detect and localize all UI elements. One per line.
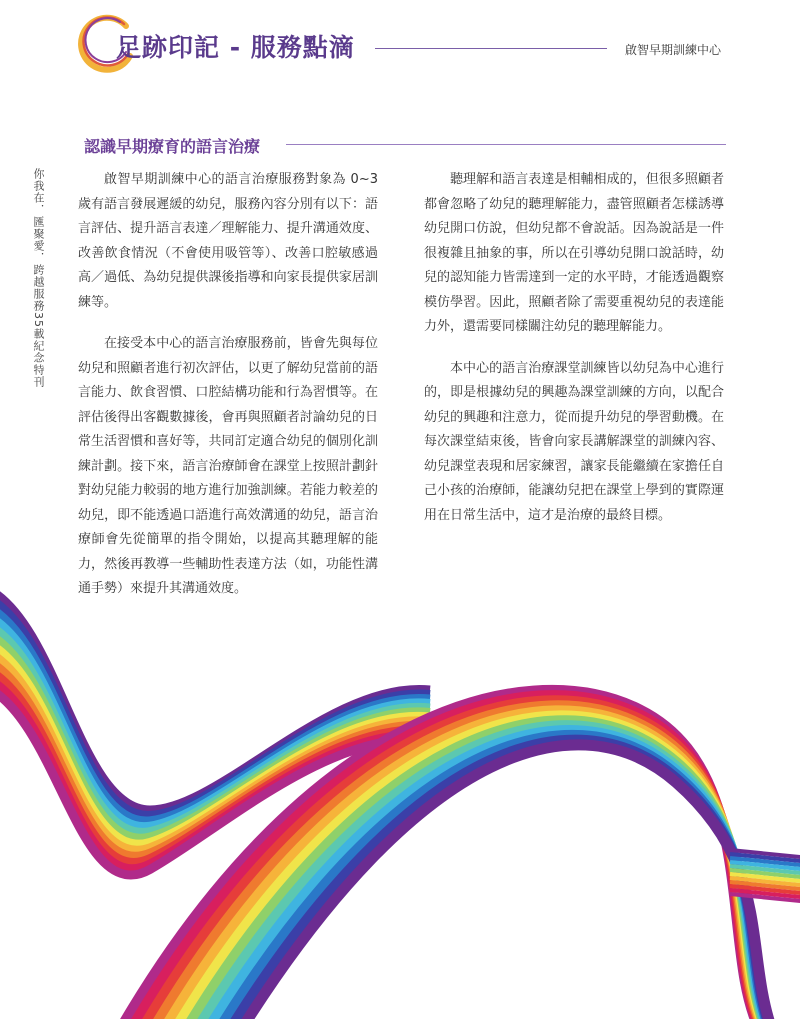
section-divider bbox=[286, 144, 726, 145]
left-column bbox=[78, 168, 378, 619]
right-paragraph-2: 本中心的語言治療課堂訓練皆以幼兒為中心進行的，即是根據幼兒的興趣為課堂訓練的方向，以配合幼兒的興趣和注意力，從而提升幼兒的學習動機。在每次課堂結束後，皆會向家長講解課堂的訓練內容、幼兒課堂表現和居家練習，讓家長能繼續在家擔任自己小孩的治療師，能讓幼兒把在課堂上學到的實際運用在日常生活中，這才是治療的最終目標。 bbox=[424, 360, 724, 523]
right-column bbox=[424, 168, 724, 545]
right-paragraph-1: 聽理解和語言表達是相輔相成的，但很多照顧者都會忽略了幼兒的聽理解能力，盡管照顧者怎樣誘導幼兒開口仿說，但幼兒都不會說話。因為說話是一件很複雜且抽象的事，所以在引導幼兒開口說話時，幼兒的認知能力皆需達到一定的水平時，才能透過觀察模仿學習。因此，照顧者除了需要重視幼兒的表達能力外，還需要同樣關注幼兒的聽理解能力。 bbox=[424, 172, 724, 334]
side-publication-label: 你我在．匯聚愛．跨越服務35載紀念特刊 bbox=[32, 168, 45, 388]
left-paragraph-1: 啟智早期訓練中心的語言治療服務對象為 0~3 歲有語言發展遲緩的幼兒，服務內容分別有以下：語言評估、提升語言表達／理解能力、提升溝通效度、改善飲食情況（不會使用吸管等）、改善口腔敏感過高／過低、為幼兒提供課後指導和向家長提供家居訓練等。 bbox=[78, 172, 378, 310]
organization-name: 啟智早期訓練中心 bbox=[625, 43, 722, 57]
rainbow-ribbon-illustration bbox=[0, 570, 800, 1019]
page-title: 足跡印記 - 服務點滴 bbox=[116, 33, 355, 62]
header-divider bbox=[375, 48, 607, 49]
section-title: 認識早期療育的語言治療 bbox=[84, 137, 261, 156]
left-paragraph-2: 在接受本中心的語言治療服務前，皆會先與每位幼兒和照顧者進行初次評估，以更了解幼兒當前的語言能力、飲食習慣、口腔結構功能和行為習慣等。在評估後得出客觀數據後，會再與照顧者討論幼兒的日常生活習慣和喜好等，共同訂定適合幼兒的個別化訓練計劃。接下來，語言治療師會在課堂上按照計劃針對幼兒能力較弱的地方進行加強訓練。若能力較差的幼兒，即不能透過口語進行高效溝通的幼兒，語言治療師會先從簡單的指令開始，以提高其聽理解的能力，然後再教導一些輔助性表達方法（如，功能性溝通手勢）來提升其溝通效度。 bbox=[78, 336, 378, 596]
